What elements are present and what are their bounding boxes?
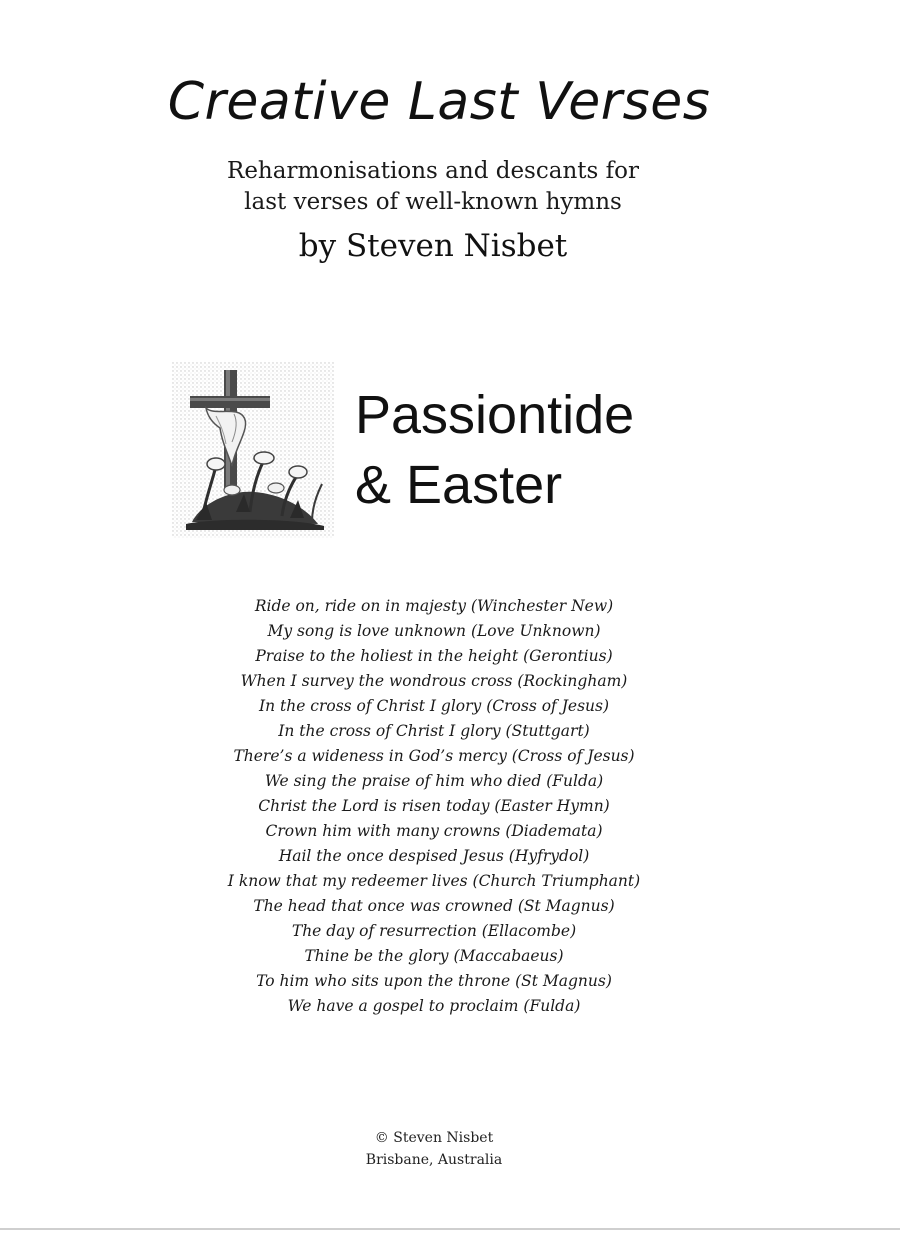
location-line: Brisbane, Australia bbox=[365, 1152, 503, 1168]
cross-with-lilies-icon bbox=[172, 362, 334, 538]
list-item: The day of resurrection (Ellacombe) bbox=[291, 922, 577, 940]
hymn-list bbox=[0, 594, 868, 1019]
list-item: Christ the Lord is risen today (Easter Hymn) bbox=[258, 797, 610, 815]
list-item: Praise to the holiest in the height (Gerontius) bbox=[255, 647, 613, 665]
list-item: Ride on, ride on in majesty (Winchester New) bbox=[254, 597, 614, 615]
list-item: We sing the praise of him who died (Fulda) bbox=[264, 772, 604, 790]
section-title bbox=[355, 380, 634, 520]
subtitle bbox=[0, 156, 866, 218]
scan-edge-divider bbox=[0, 1228, 900, 1230]
list-item: Crown him with many crowns (Diademata) bbox=[265, 822, 603, 840]
footer bbox=[0, 1127, 868, 1171]
author-line: by Steven Nisbet bbox=[298, 228, 568, 264]
subtitle-line: Reharmonisations and descants for bbox=[227, 158, 639, 184]
section-title-line: Passiontide bbox=[355, 385, 635, 445]
list-item: I know that my redeemer lives (Church Triumphant) bbox=[227, 872, 641, 890]
list-item: When I survey the wondrous cross (Rockingham) bbox=[240, 672, 628, 690]
list-item: We have a gospel to proclaim (Fulda) bbox=[287, 997, 581, 1015]
list-item: Hail the once despised Jesus (Hyfrydol) bbox=[278, 847, 590, 865]
list-item: To him who sits upon the throne (St Magnus) bbox=[256, 972, 612, 990]
section-title-line: & Easter bbox=[355, 455, 563, 515]
subtitle-line: last verses of well-known hymns bbox=[244, 189, 622, 215]
page-title: Creative Last Verses bbox=[167, 72, 711, 132]
list-item: There’s a wideness in God’s mercy (Cross of Jesus) bbox=[233, 747, 635, 765]
list-item: In the cross of Christ I glory (Stuttgart) bbox=[278, 722, 590, 740]
list-item: Thine be the glory (Maccabaeus) bbox=[304, 947, 564, 965]
list-item: In the cross of Christ I glory (Cross of Jesus) bbox=[258, 697, 610, 715]
list-item: My song is love unknown (Love Unknown) bbox=[267, 622, 601, 640]
list-item: The head that once was crowned (St Magnus) bbox=[253, 897, 615, 915]
copyright-line: © Steven Nisbet bbox=[374, 1130, 494, 1146]
